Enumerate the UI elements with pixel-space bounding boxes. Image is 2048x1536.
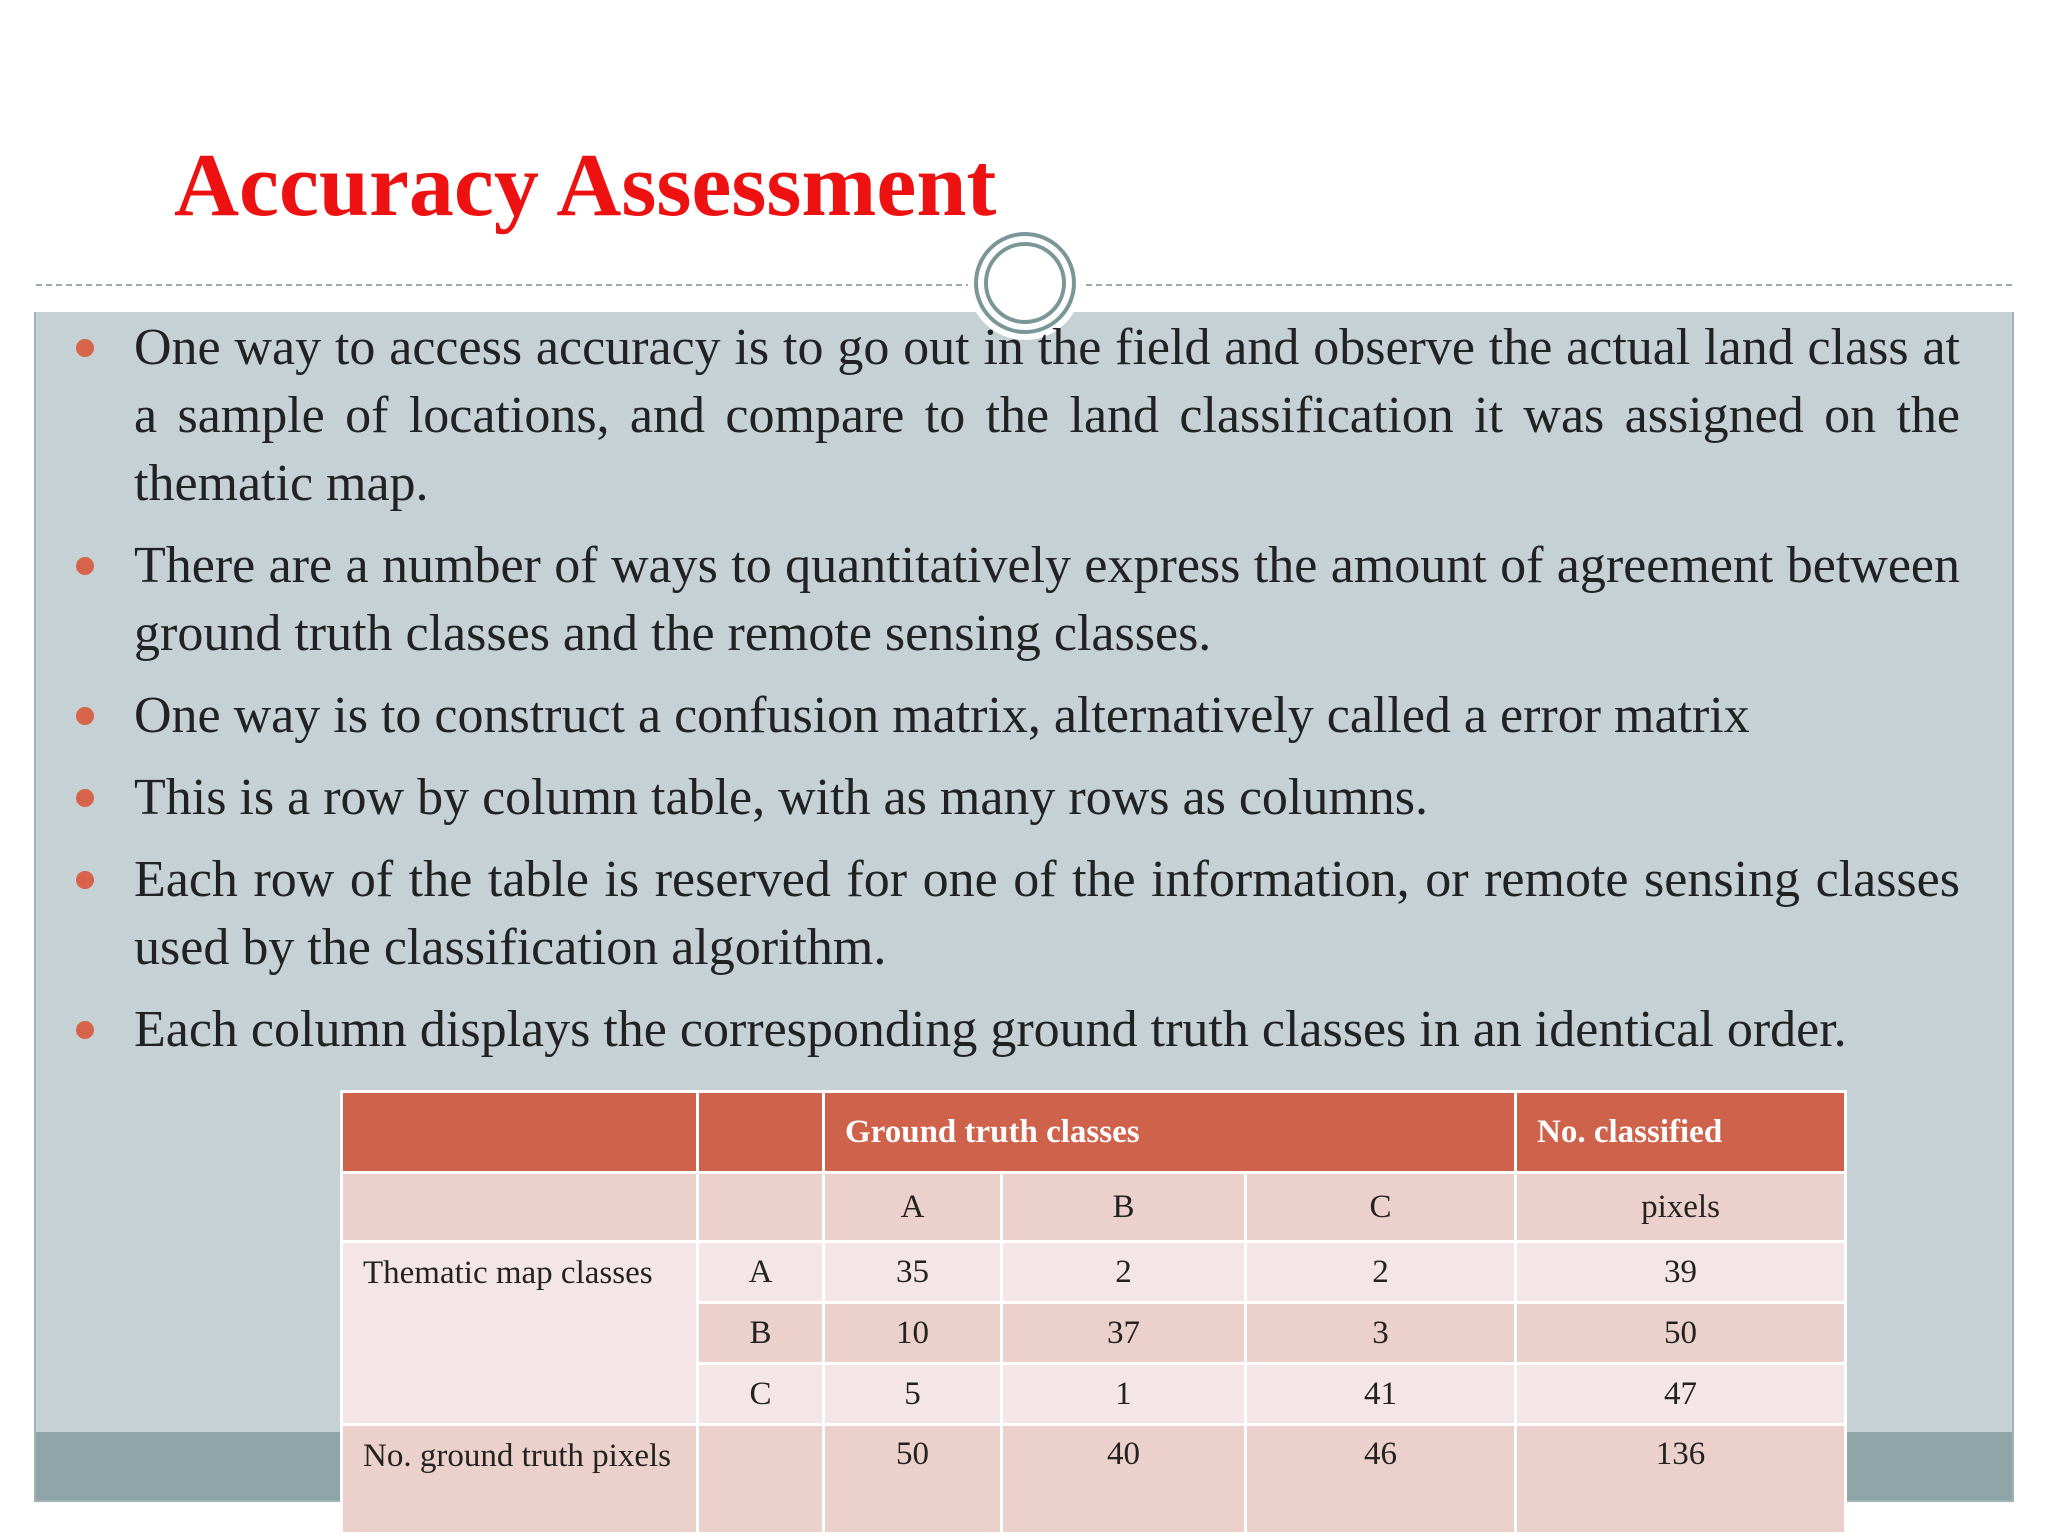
header-ground-truth: Ground truth classes (824, 1092, 1516, 1173)
thematic-map-label: Thematic map classes (342, 1242, 698, 1425)
footer-total-b: 40 (1002, 1425, 1246, 1534)
bullet-dot-icon (76, 789, 94, 807)
cell-value: 1 (1002, 1364, 1246, 1425)
row-class-label: B (698, 1303, 824, 1364)
cell-value: 3 (1246, 1303, 1516, 1364)
table-header-row (342, 1092, 1846, 1173)
cell-total: 50 (1516, 1303, 1846, 1364)
bullet-text: One way is to construct a confusion matrix, alternatively called a error matrix (134, 687, 1750, 744)
bullet-text: Each row of the table is reserved for one of the information, or remote sensing classes used by the classification algorithm. (134, 851, 1960, 976)
subheader-col-c: C (1246, 1173, 1516, 1242)
cell-value: 2 (1246, 1242, 1516, 1303)
cell-value: 37 (1002, 1303, 1246, 1364)
subheader-cell-empty (342, 1173, 698, 1242)
footer-total-c: 46 (1246, 1425, 1516, 1534)
footer-grand-total: 136 (1516, 1425, 1846, 1534)
footer-cell-empty (698, 1425, 824, 1534)
row-class-label: C (698, 1364, 824, 1425)
bullet-text: One way to access accuracy is to go out in the field and observe the actual land class at a sample of locations, and compare to the land classification it was assigned on the thematic map. (134, 319, 1960, 512)
bullet-dot-icon (76, 1021, 94, 1039)
cell-total: 47 (1516, 1364, 1846, 1425)
bullet-item (70, 996, 1960, 1064)
subheader-col-b: B (1002, 1173, 1246, 1242)
cell-value: 5 (824, 1364, 1002, 1425)
bullet-item (70, 764, 1960, 832)
subheader-cell-empty (698, 1173, 824, 1242)
bullet-dot-icon (76, 339, 94, 357)
ornament-ring-inner (984, 242, 1066, 324)
bullet-dot-icon (76, 557, 94, 575)
table-footer-row (342, 1425, 1846, 1534)
bullet-text: Each column displays the corresponding ground truth classes in an identical order. (134, 1001, 1847, 1058)
row-class-label: A (698, 1242, 824, 1303)
cell-value: 41 (1246, 1364, 1516, 1425)
cell-value: 35 (824, 1242, 1002, 1303)
bullet-dot-icon (76, 871, 94, 889)
header-no-classified: No. classified (1516, 1092, 1846, 1173)
bullet-text: This is a row by column table, with as many rows as columns. (134, 769, 1429, 826)
cell-total: 39 (1516, 1242, 1846, 1303)
bullet-item (70, 532, 1960, 668)
header-cell-empty (342, 1092, 698, 1173)
cell-value: 2 (1002, 1242, 1246, 1303)
table-subheader-row (342, 1173, 1846, 1242)
bullet-text: There are a number of ways to quantitatively express the amount of agreement between ground truth classes and the remote sensing classes. (134, 537, 1960, 662)
table-row (342, 1242, 1846, 1303)
bullet-list (70, 314, 1960, 1078)
bullet-item (70, 682, 1960, 750)
footer-total-a: 50 (824, 1425, 1002, 1534)
header-cell-empty (698, 1092, 824, 1173)
bullet-dot-icon (76, 707, 94, 725)
bullet-item (70, 846, 1960, 982)
bullet-item (70, 314, 1960, 518)
ground-truth-pixels-label: No. ground truth pixels (342, 1425, 698, 1534)
cell-value: 10 (824, 1303, 1002, 1364)
slide-title: Accuracy Assessment (174, 136, 997, 235)
subheader-col-a: A (824, 1173, 1002, 1242)
confusion-matrix-table (340, 1090, 1847, 1535)
subheader-pixels: pixels (1516, 1173, 1846, 1242)
